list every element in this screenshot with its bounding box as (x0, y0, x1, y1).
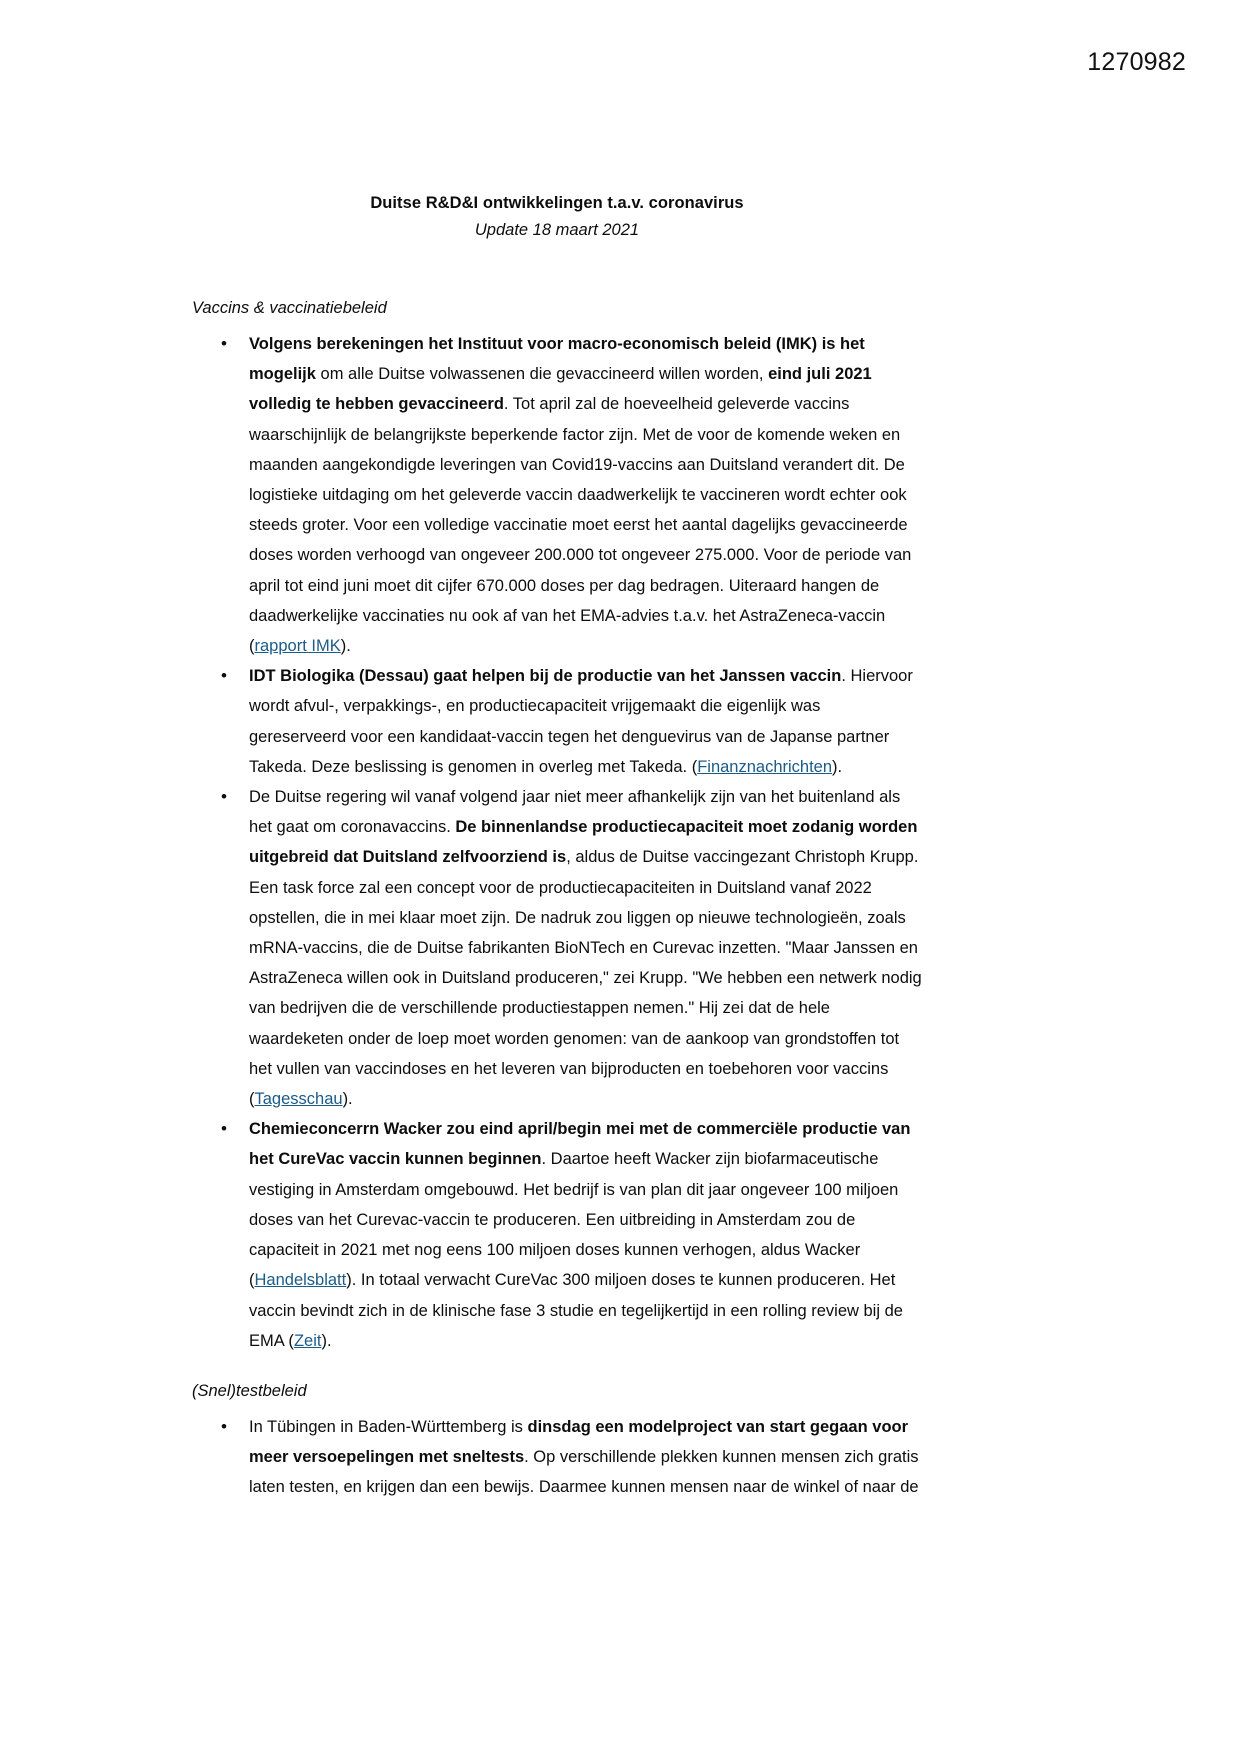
bullet-icon: • (221, 334, 227, 353)
source-link-rapport-imk[interactable]: rapport IMK (254, 637, 341, 656)
bullet-list-testbeleid (192, 1412, 922, 1503)
source-link-handelsblatt[interactable]: Handelsblatt (254, 1271, 347, 1290)
bullet-icon: • (221, 1416, 227, 1436)
list-item (192, 1412, 922, 1503)
section-heading-vaccins: Vaccins & vaccinatiebeleid (192, 299, 387, 317)
document-id-number: 1270982 (1087, 48, 1186, 76)
list-item (192, 661, 922, 782)
bullet-text-end: ). (342, 1090, 353, 1109)
bullet-paragraph (249, 1114, 922, 1356)
list-item (192, 782, 922, 1114)
bullet-text-end: ). (340, 637, 351, 656)
bullet-bold-emphasis: dinsdag een modelproject van start gegaan voor meer versoepelingen met sneltests (249, 1417, 909, 1467)
bullet-lead-bold: IDT Biologika (Dessau) gaat helpen bij de productie van het Janssen vaccin (249, 667, 842, 686)
bullet-bold-emphasis: De binnenlandse productiecapaciteit moet zodanig worden uitgebreid dat Duitsland zelfvoorziend is (249, 818, 918, 867)
bullet-text-end: . Op verschillende plekken kunnen mensen zich gratis laten testen, en krijgen dan een bewijs. Daarmee kunnen mensen naar de winkel of naar de (249, 1448, 919, 1497)
source-link-finanznachrichten[interactable]: Finanznachrichten (697, 757, 833, 776)
source-link-zeit[interactable]: Zeit (293, 1331, 322, 1350)
bullet-icon: • (221, 666, 227, 686)
bullet-paragraph (249, 782, 922, 1114)
bullet-text-end: ). (832, 757, 843, 776)
bullet-list-vaccins (192, 329, 922, 1356)
bullet-text-end: ). (321, 1331, 332, 1350)
bullet-text: om alle Duitse volwassenen die gevaccineerd willen worden, (315, 365, 769, 384)
bullet-paragraph (249, 329, 922, 661)
bullet-text: . Hiervoor wordt afvul-, verpakkings-, en productiecapaciteit vrijgemaakt die eigenlijk was gereserveerd voor een kandidaat-vaccin tegen het denguevirus van de Japanse partner Takeda. Deze beslissing is genomen in overleg met Takeda. ( (249, 667, 913, 776)
list-item (192, 1114, 922, 1356)
page-subtitle: Update 18 maart 2021 (474, 221, 640, 239)
bullet-text-cont: . Tot april zal de hoeveelheid geleverde vaccins waarschijnlijk de belangrijkste beperkende factor zijn. Met de voor de komende weken en maanden aangekondigde leveringen van Covid19-vaccins aan Duitsland verandert dit. De logistieke uitdaging om het geleverde vaccin daadwerkelijk te vaccineren wordt echter ook steeds groter. Voor een volledige vaccinatie moet eerst het aantal dagelijks gevaccineerde doses worden verhoogd van ongeveer 200.000 tot ongeveer 275.000. Voor de periode van april tot eind juni moet dit cijfer 670.000 doses per dag bedragen. Uiteraard hangen de daadwerkelijke vaccinaties nu ook af van het EMA-advies t.a.v. het AstraZeneca-vaccin ( (249, 395, 912, 656)
bullet-text-cont: , aldus de Duitse vaccingezant Christoph Krupp. Een task force zal een concept voor de productiecapaciteiten in Duitsland vanaf 2022 opstellen, die in mei klaar moet zijn. De nadruk zou liggen op nieuwe technologieën, zoals mRNA-vaccins, die de Duitse fabrikanten BioNTech en Curevac inzetten. "Maar Janssen en AstraZeneca willen ook in Duitsland produceren," zei Krupp. "We hebben een netwerk nodig van bedrijven die de verschillende productiestappen nemen." Hij zei dat de hele waardeketen onder de loep moet worden genomen: van de aankoop van grondstoffen tot het vullen van vaccindoses en het leveren van bijproducten en toebehoren voor vaccins ( (249, 848, 922, 1109)
bullet-text-start: De Duitse regering wil vanaf volgend jaar niet meer afhankelijk zijn van het buitenland als het gaat om coronavaccins. (249, 788, 901, 837)
bullet-icon: • (221, 787, 227, 807)
document-content (192, 190, 922, 1503)
bullet-paragraph (249, 661, 922, 782)
bullet-icon: • (221, 1119, 227, 1139)
bullet-lead-bold: Chemieconcerrn Wacker zou eind april/begin mei met de commerciële productie van het CureVac vaccin kunnen beginnen (249, 1120, 911, 1169)
bullet-bold-emphasis: eind juli 2021 volledig te hebben gevaccineerd (249, 365, 872, 414)
bullet-text-start: In Tübingen in Baden-Württemberg is (249, 1417, 528, 1436)
page-title: Duitse R&D&I ontwikkelingen t.a.v. coronavirus (370, 194, 744, 212)
source-link-tagesschau[interactable]: Tagesschau (254, 1090, 343, 1109)
bullet-paragraph (249, 1412, 922, 1503)
list-item (192, 329, 922, 661)
bullet-text-cont: ). In totaal verwacht CureVac 300 miljoen doses te kunnen produceren. Het vaccin bevindt zich in de klinische fase 3 studie en tegelijkertijd in een rolling review bij de EMA ( (249, 1271, 903, 1350)
bullet-text: . Daartoe heeft Wacker zijn biofarmaceutische vestiging in Amsterdam omgebouwd. Het bedrijf is van plan dit jaar ongeveer 100 miljoen doses van het Curevac-vaccin te produceren. Een uitbreiding in Amsterdam zou de capaciteit in 2021 met nog eens 100 miljoen doses kunnen verhogen, aldus Wacker ( (249, 1150, 899, 1290)
section-heading-snel-testbeleid: (Snel)testbeleid (192, 1381, 307, 1400)
bullet-lead-bold: Volgens berekeningen het Instituut voor macro-economisch beleid (IMK) is het mogelijk (249, 335, 865, 384)
